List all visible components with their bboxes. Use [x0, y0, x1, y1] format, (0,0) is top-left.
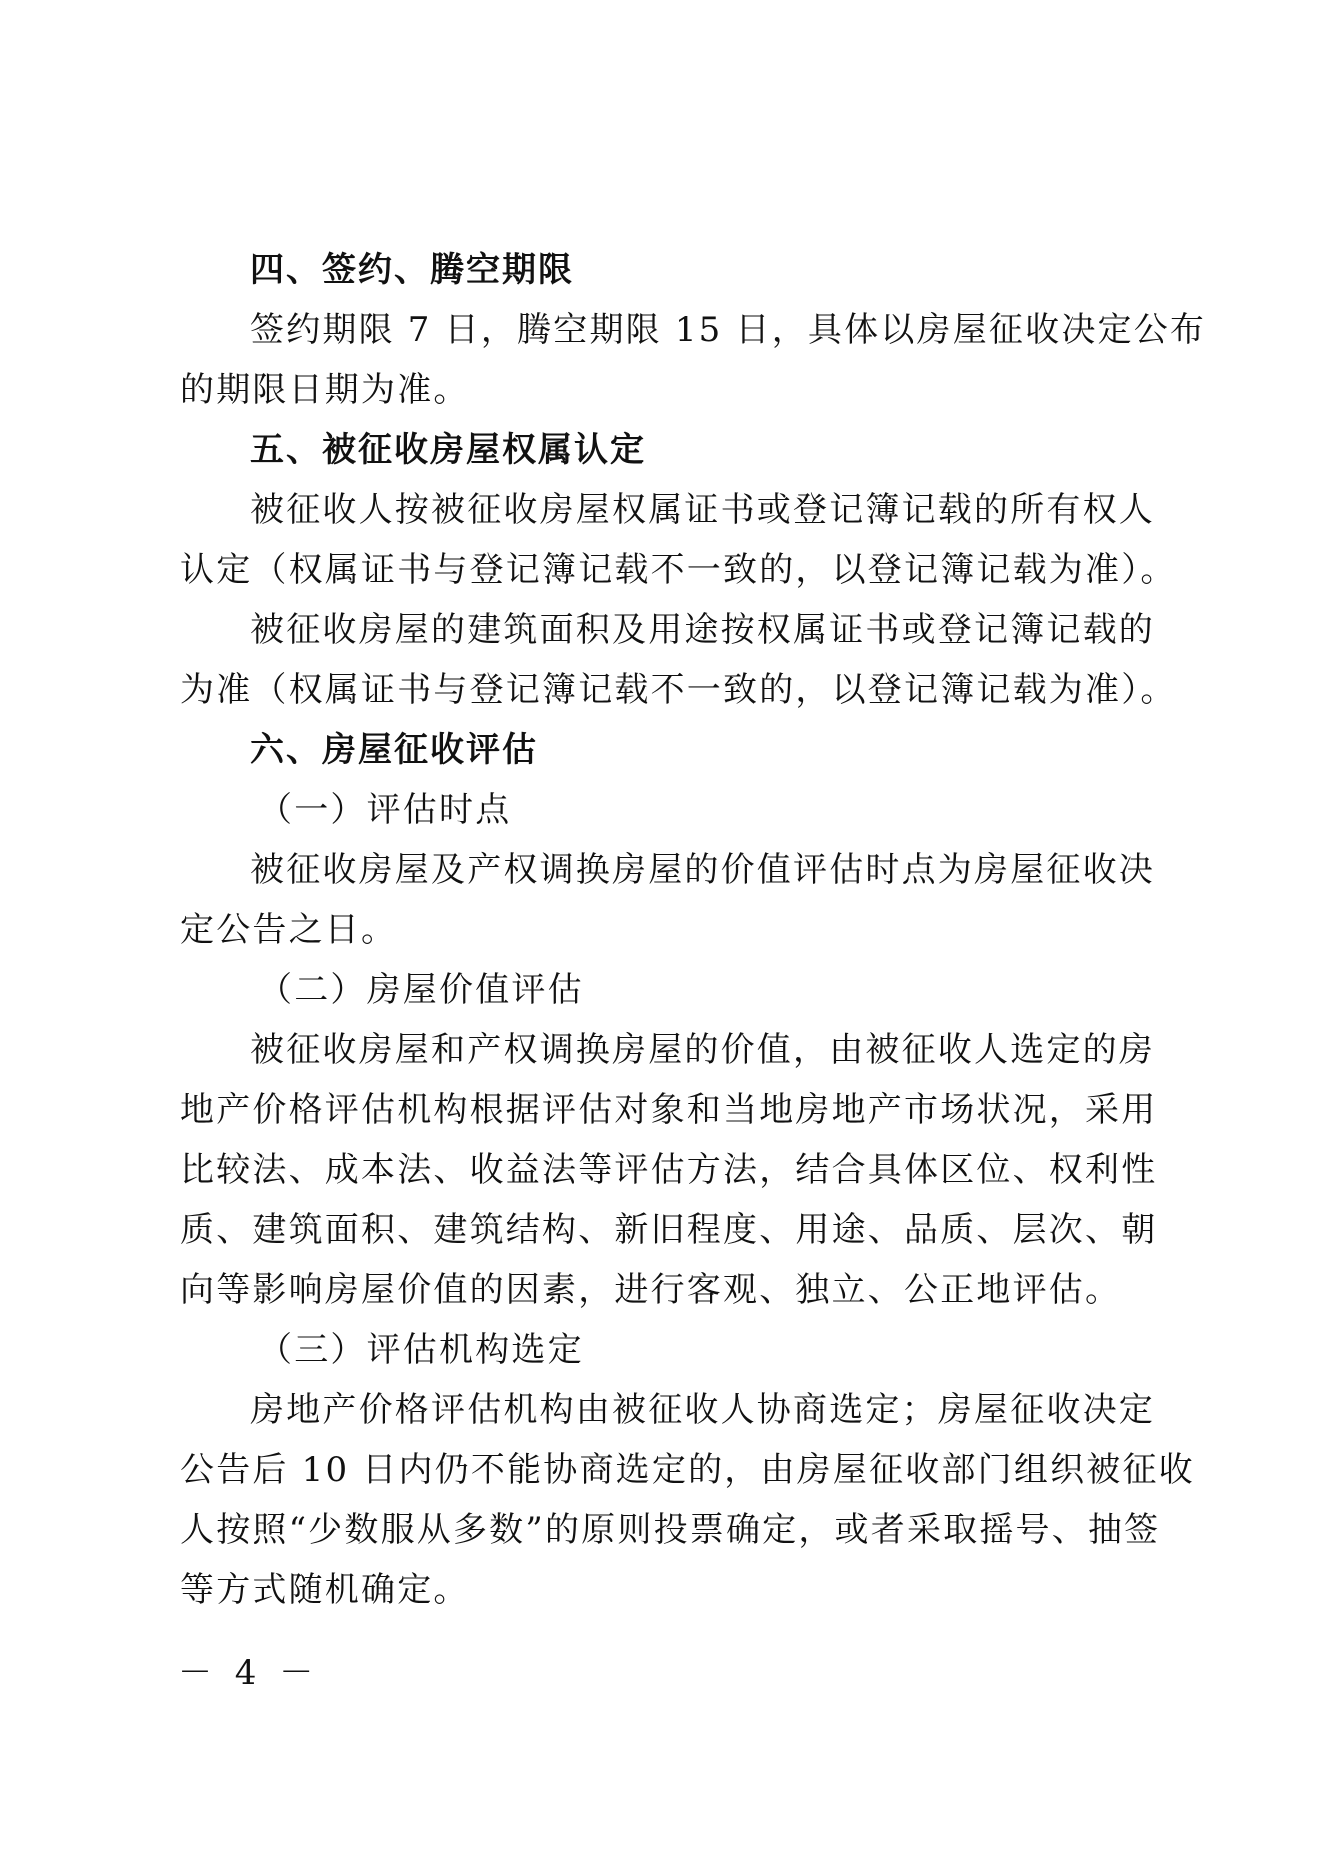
paragraph-line: 被征收房屋和产权调换房屋的价值，由被征收人选定的房: [250, 1030, 1155, 1070]
paragraph-line: 的期限日期为准。: [180, 370, 470, 410]
section-heading-5: 五、被征收房屋权属认定: [250, 430, 646, 470]
section-heading-4: 四、签约、腾空期限: [250, 250, 574, 290]
paragraph-line: 人按照“少数服从多数”的原则投票确定，或者采取摇号、抽签: [180, 1510, 1161, 1550]
paragraph-line: 定公告之日。: [180, 910, 398, 950]
paragraph-line: 质、建筑面积、建筑结构、新旧程度、用途、品质、层次、朝: [180, 1210, 1158, 1250]
paragraph-line: 签约期限 7 日，腾空期限 15 日，具体以房屋征收决定公布: [250, 310, 1207, 350]
paragraph-line: 被征收人按被征收房屋权属证书或登记簿记载的所有权人: [250, 490, 1155, 530]
paragraph-line: 公告后 10 日内仍不能协商选定的，由房屋征收部门组织被征收: [180, 1450, 1195, 1490]
paragraph-line: 等方式随机确定。: [180, 1570, 470, 1610]
subsection-heading: （二）房屋价值评估: [258, 970, 584, 1010]
paragraph-line: 比较法、成本法、收益法等评估方法，结合具体区位、权利性: [180, 1150, 1158, 1190]
page-number: － 4 －: [178, 1653, 320, 1693]
paragraph-line: 被征收房屋的建筑面积及用途按权属证书或登记簿记载的: [250, 610, 1155, 650]
paragraph-line: 房地产价格评估机构由被征收人协商选定；房屋征收决定: [250, 1390, 1155, 1430]
paragraph-line: 地产价格评估机构根据评估对象和当地房地产市场状况，采用: [180, 1090, 1158, 1130]
paragraph-line: 向等影响房屋价值的因素，进行客观、独立、公正地评估。: [180, 1270, 1122, 1310]
subsection-heading: （一）评估时点: [258, 790, 512, 830]
paragraph-line: 认定（权属证书与登记簿记载不一致的，以登记簿记载为准）。: [180, 550, 1177, 590]
paragraph-line: 为准（权属证书与登记簿记载不一致的，以登记簿记载为准）。: [180, 670, 1177, 710]
subsection-heading: （三）评估机构选定: [258, 1330, 584, 1370]
section-heading-6: 六、房屋征收评估: [250, 730, 538, 770]
paragraph-line: 被征收房屋及产权调换房屋的价值评估时点为房屋征收决: [250, 850, 1155, 890]
